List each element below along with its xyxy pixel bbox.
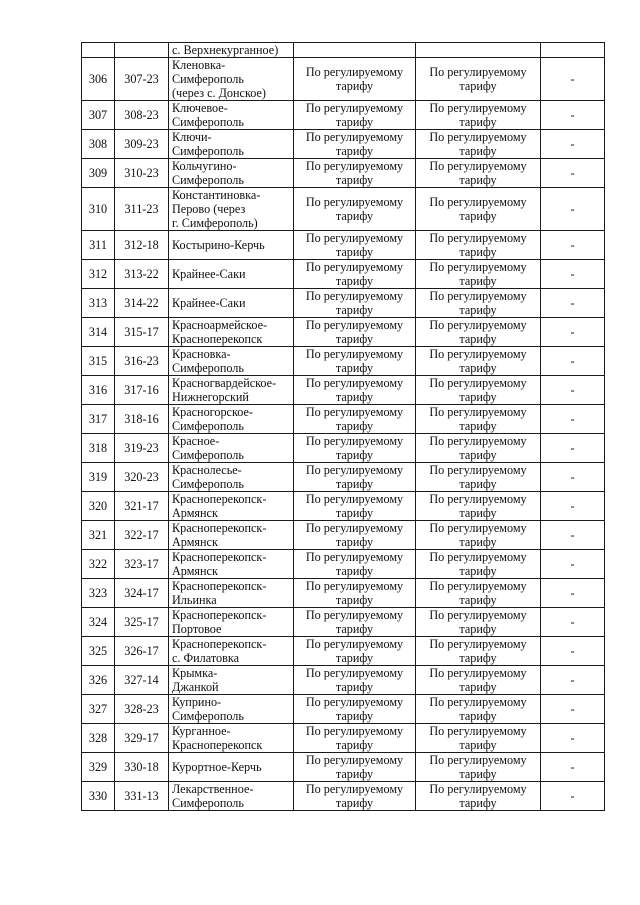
table-row	[82, 666, 605, 695]
route-name: Костырино-Керчь	[169, 231, 294, 260]
table-row	[82, 188, 605, 231]
tariff-cell-2: По регулируемому тарифу	[416, 260, 541, 289]
tariff-cell-1: По регулируемому тарифу	[294, 58, 416, 101]
tariff-cell-2: По регулируемому тарифу	[416, 608, 541, 637]
tariff-cell-1: По регулируемому тарифу	[294, 376, 416, 405]
note-cell: -	[541, 579, 605, 608]
tariff-cell-2: По регулируемому тарифу	[416, 58, 541, 101]
tariff-cell-1: По регулируемому тарифу	[294, 405, 416, 434]
tariff-cell-1: По регулируемому тарифу	[294, 260, 416, 289]
route-code: 312-18	[115, 231, 169, 260]
route-code: 322-17	[115, 521, 169, 550]
table-row	[82, 463, 605, 492]
route-code: 329-17	[115, 724, 169, 753]
tariff-cell-1: По регулируемому тарифу	[294, 550, 416, 579]
note-cell: -	[541, 724, 605, 753]
note-cell	[541, 43, 605, 58]
route-code: 331-13	[115, 782, 169, 811]
note-cell: -	[541, 101, 605, 130]
note-cell: -	[541, 318, 605, 347]
note-cell: -	[541, 608, 605, 637]
row-number: 327	[82, 695, 115, 724]
tariff-cell-2: По регулируемому тарифу	[416, 289, 541, 318]
note-cell: -	[541, 695, 605, 724]
table-row	[82, 101, 605, 130]
route-name: Куприно- Симферополь	[169, 695, 294, 724]
row-number: 308	[82, 130, 115, 159]
route-code: 326-17	[115, 637, 169, 666]
table-row	[82, 58, 605, 101]
route-code: 314-22	[115, 289, 169, 318]
tariff-cell-1: По регулируемому тарифу	[294, 289, 416, 318]
tariff-cell-1: По регулируемому тарифу	[294, 782, 416, 811]
tariff-cell-1: По регулируемому тарифу	[294, 318, 416, 347]
table-row	[82, 376, 605, 405]
note-cell: -	[541, 753, 605, 782]
table-row	[82, 608, 605, 637]
tariff-cell-2: По регулируемому тарифу	[416, 521, 541, 550]
row-number: 312	[82, 260, 115, 289]
route-name: Красногорское- Симферополь	[169, 405, 294, 434]
tariff-cell-2: По регулируемому тарифу	[416, 318, 541, 347]
row-number: 316	[82, 376, 115, 405]
table-row	[82, 637, 605, 666]
row-number: 314	[82, 318, 115, 347]
tariff-cell-2	[416, 43, 541, 58]
tariff-cell-2: По регулируемому тарифу	[416, 188, 541, 231]
route-name: Краснолесье- Симферополь	[169, 463, 294, 492]
tariff-cell-1: По регулируемому тарифу	[294, 347, 416, 376]
table-row	[82, 724, 605, 753]
table-row	[82, 318, 605, 347]
row-number: 320	[82, 492, 115, 521]
tariff-cell-1: По регулируемому тарифу	[294, 753, 416, 782]
note-cell: -	[541, 637, 605, 666]
table-row	[82, 289, 605, 318]
tariff-cell-1: По регулируемому тарифу	[294, 188, 416, 231]
route-code: 320-23	[115, 463, 169, 492]
note-cell: -	[541, 260, 605, 289]
table-row	[82, 695, 605, 724]
tariff-cell-1: По регулируемому тарифу	[294, 492, 416, 521]
tariff-cell-1: По регулируемому тарифу	[294, 666, 416, 695]
note-cell: -	[541, 289, 605, 318]
tariff-cell-2: По регулируемому тарифу	[416, 159, 541, 188]
tariff-cell-2: По регулируемому тарифу	[416, 231, 541, 260]
table-row	[82, 550, 605, 579]
note-cell: -	[541, 463, 605, 492]
table-row	[82, 492, 605, 521]
route-name: Кольчугино- Симферополь	[169, 159, 294, 188]
row-number: 322	[82, 550, 115, 579]
routes-table	[81, 42, 605, 811]
note-cell: -	[541, 347, 605, 376]
route-code: 321-17	[115, 492, 169, 521]
note-cell: -	[541, 782, 605, 811]
tariff-cell-2: По регулируемому тарифу	[416, 101, 541, 130]
route-code: 323-17	[115, 550, 169, 579]
tariff-cell-1: По регулируемому тарифу	[294, 130, 416, 159]
tariff-cell-2: По регулируемому тарифу	[416, 695, 541, 724]
row-number: 309	[82, 159, 115, 188]
row-number: 313	[82, 289, 115, 318]
tariff-cell-1: По регулируемому тарифу	[294, 101, 416, 130]
route-name: Курганное- Красноперекопск	[169, 724, 294, 753]
tariff-cell-1: По регулируемому тарифу	[294, 231, 416, 260]
route-name: Красное- Симферополь	[169, 434, 294, 463]
row-number: 328	[82, 724, 115, 753]
tariff-cell-1: По регулируемому тарифу	[294, 724, 416, 753]
route-name: Красноперекопск- Армянск	[169, 550, 294, 579]
route-code: 310-23	[115, 159, 169, 188]
tariff-cell-2: По регулируемому тарифу	[416, 637, 541, 666]
tariff-cell-1: По регулируемому тарифу	[294, 521, 416, 550]
row-number: 324	[82, 608, 115, 637]
row-number: 318	[82, 434, 115, 463]
note-cell: -	[541, 405, 605, 434]
route-code: 309-23	[115, 130, 169, 159]
route-code: 316-23	[115, 347, 169, 376]
tariff-cell-2: По регулируемому тарифу	[416, 376, 541, 405]
table-row	[82, 405, 605, 434]
tariff-cell-1	[294, 43, 416, 58]
table-row	[82, 521, 605, 550]
route-code: 315-17	[115, 318, 169, 347]
row-number: 330	[82, 782, 115, 811]
note-cell: -	[541, 521, 605, 550]
row-number: 326	[82, 666, 115, 695]
tariff-cell-1: По регулируемому тарифу	[294, 434, 416, 463]
route-name: Крайнее-Саки	[169, 260, 294, 289]
note-cell: -	[541, 376, 605, 405]
row-number: 317	[82, 405, 115, 434]
route-code: 317-16	[115, 376, 169, 405]
tariff-cell-2: По регулируемому тарифу	[416, 434, 541, 463]
row-number: 325	[82, 637, 115, 666]
note-cell: -	[541, 666, 605, 695]
route-code: 325-17	[115, 608, 169, 637]
tariff-cell-1: По регулируемому тарифу	[294, 695, 416, 724]
note-cell: -	[541, 492, 605, 521]
row-number: 321	[82, 521, 115, 550]
tariff-cell-2: По регулируемому тарифу	[416, 724, 541, 753]
note-cell: -	[541, 550, 605, 579]
table-row	[82, 260, 605, 289]
tariff-cell-1: По регулируемому тарифу	[294, 637, 416, 666]
route-name: Красноармейское- Красноперекопск	[169, 318, 294, 347]
route-name: Крайнее-Саки	[169, 289, 294, 318]
note-cell: -	[541, 434, 605, 463]
route-name: Константиновка- Перово (через г. Симферополь)	[169, 188, 294, 231]
tariff-cell-2: По регулируемому тарифу	[416, 550, 541, 579]
tariff-cell-2: По регулируемому тарифу	[416, 492, 541, 521]
route-name: Ключи- Симферополь	[169, 130, 294, 159]
route-name: Красноперекопск- Армянск	[169, 521, 294, 550]
route-name: Ключевое- Симферополь	[169, 101, 294, 130]
row-number: 323	[82, 579, 115, 608]
route-name: Кленовка- Симферополь (через с. Донское)	[169, 58, 294, 101]
route-name: Красногвардейское- Нижнегорский	[169, 376, 294, 405]
tariff-cell-2: По регулируемому тарифу	[416, 782, 541, 811]
route-code: 319-23	[115, 434, 169, 463]
continuation-row	[82, 43, 605, 58]
note-cell: -	[541, 130, 605, 159]
row-number: 306	[82, 58, 115, 101]
route-name: Курортное-Керчь	[169, 753, 294, 782]
table-row	[82, 782, 605, 811]
route-code: 313-22	[115, 260, 169, 289]
row-number: 315	[82, 347, 115, 376]
table-row	[82, 753, 605, 782]
row-number: 311	[82, 231, 115, 260]
row-number: 307	[82, 101, 115, 130]
table-row	[82, 579, 605, 608]
tariff-cell-2: По регулируемому тарифу	[416, 666, 541, 695]
row-number: 329	[82, 753, 115, 782]
table-row	[82, 434, 605, 463]
note-cell: -	[541, 159, 605, 188]
note-cell: -	[541, 231, 605, 260]
row-number: 319	[82, 463, 115, 492]
tariff-cell-2: По регулируемому тарифу	[416, 130, 541, 159]
tariff-cell-1: По регулируемому тарифу	[294, 579, 416, 608]
note-cell: -	[541, 58, 605, 101]
route-name: Лекарственное- Симферополь	[169, 782, 294, 811]
table-row	[82, 231, 605, 260]
route-code	[115, 43, 169, 58]
tariff-cell-2: По регулируемому тарифу	[416, 753, 541, 782]
table-row	[82, 347, 605, 376]
tariff-cell-2: По регулируемому тарифу	[416, 405, 541, 434]
tariff-cell-1: По регулируемому тарифу	[294, 159, 416, 188]
tariff-cell-1: По регулируемому тарифу	[294, 608, 416, 637]
row-number: 310	[82, 188, 115, 231]
route-name: Красноперекопск- Армянск	[169, 492, 294, 521]
route-code: 327-14	[115, 666, 169, 695]
route-code: 330-18	[115, 753, 169, 782]
route-code: 311-23	[115, 188, 169, 231]
route-name: Красноперекопск- Ильинка	[169, 579, 294, 608]
route-code: 318-16	[115, 405, 169, 434]
route-code: 324-17	[115, 579, 169, 608]
route-name: Красноперекопск- с. Филатовка	[169, 637, 294, 666]
route-name: Красновка- Симферополь	[169, 347, 294, 376]
tariff-cell-2: По регулируемому тарифу	[416, 579, 541, 608]
note-cell: -	[541, 188, 605, 231]
routes-table-body	[82, 43, 605, 811]
route-name: Крымка- Джанкой	[169, 666, 294, 695]
table-row	[82, 130, 605, 159]
table-row	[82, 159, 605, 188]
tariff-cell-2: По регулируемому тарифу	[416, 347, 541, 376]
row-number	[82, 43, 115, 58]
route-code: 307-23	[115, 58, 169, 101]
route-code: 308-23	[115, 101, 169, 130]
route-name: с. Верхнекурганное)	[169, 43, 294, 58]
tariff-cell-2: По регулируемому тарифу	[416, 463, 541, 492]
route-code: 328-23	[115, 695, 169, 724]
tariff-cell-1: По регулируемому тарифу	[294, 463, 416, 492]
route-name: Красноперекопск- Портовое	[169, 608, 294, 637]
